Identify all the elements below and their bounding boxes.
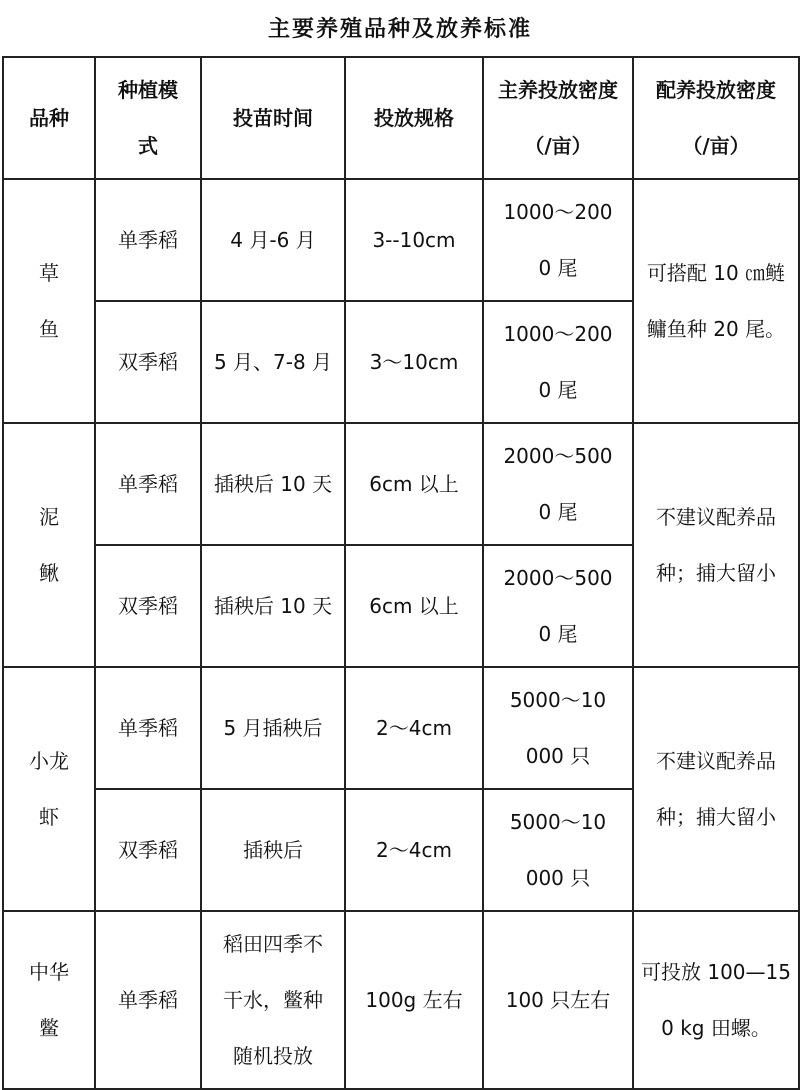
- density-cell: 1000～2000 尾: [483, 301, 633, 423]
- spec-cell: 2～4cm: [345, 667, 483, 789]
- spec-cell: 6cm 以上: [345, 423, 483, 545]
- note-cell: 可投放 100—150 kg 田螺。: [633, 911, 799, 1089]
- density-cell: 5000～10000 只: [483, 789, 633, 911]
- density-cell: 5000～10000 只: [483, 667, 633, 789]
- spec-cell: 3--10cm: [345, 179, 483, 301]
- time-cell: 插秧后: [201, 789, 345, 911]
- time-cell: 5 月插秧后: [201, 667, 345, 789]
- table-row: [3, 179, 799, 301]
- mode-cell: 双季稻: [95, 545, 201, 667]
- mode-cell: 单季稻: [95, 423, 201, 545]
- table-row: [3, 667, 799, 789]
- table-row: [3, 911, 799, 1089]
- header-time: 投苗时间: [201, 57, 345, 179]
- header-secondary-density: 配养投放密度（/亩）: [633, 57, 799, 179]
- mode-cell: 单季稻: [95, 667, 201, 789]
- stocking-standards-table: [2, 56, 800, 1090]
- note-cell: 不建议配养品种；捕大留小: [633, 667, 799, 911]
- density-cell: 100 只左右: [483, 911, 633, 1089]
- header-species: 品种: [3, 57, 95, 179]
- spec-cell: 6cm 以上: [345, 545, 483, 667]
- note-cell: 可搭配 10 ㎝鲢鳙鱼种 20 尾。: [633, 179, 799, 423]
- note-cell: 不建议配养品种；捕大留小: [633, 423, 799, 667]
- header-main-density: 主养投放密度（/亩）: [483, 57, 633, 179]
- table-title: 主要养殖品种及放养标准: [267, 17, 532, 42]
- header-mode: 种植模式: [95, 57, 201, 179]
- mode-cell: 单季稻: [95, 911, 201, 1089]
- time-cell: 4 月-6 月: [201, 179, 345, 301]
- species-cell: 中华鳖: [3, 911, 95, 1089]
- density-cell: 1000～2000 尾: [483, 179, 633, 301]
- mode-cell: 双季稻: [95, 301, 201, 423]
- species-cell: 草鱼: [3, 179, 95, 423]
- species-cell: 泥鳅: [3, 423, 95, 667]
- spec-cell: 2～4cm: [345, 789, 483, 911]
- density-cell: 2000～5000 尾: [483, 545, 633, 667]
- table-row: [3, 423, 799, 545]
- time-cell: 插秧后 10 天: [201, 423, 345, 545]
- spec-cell: 3～10cm: [345, 301, 483, 423]
- header-row: [3, 57, 799, 179]
- time-cell: 插秧后 10 天: [201, 545, 345, 667]
- header-spec: 投放规格: [345, 57, 483, 179]
- density-cell: 2000～5000 尾: [483, 423, 633, 545]
- species-cell: 小龙虾: [3, 667, 95, 911]
- time-cell: 稻田四季不干水，鳖种随机投放: [201, 911, 345, 1089]
- mode-cell: 单季稻: [95, 179, 201, 301]
- time-cell: 5 月、7-8 月: [201, 301, 345, 423]
- spec-cell: 100g 左右: [345, 911, 483, 1089]
- mode-cell: 双季稻: [95, 789, 201, 911]
